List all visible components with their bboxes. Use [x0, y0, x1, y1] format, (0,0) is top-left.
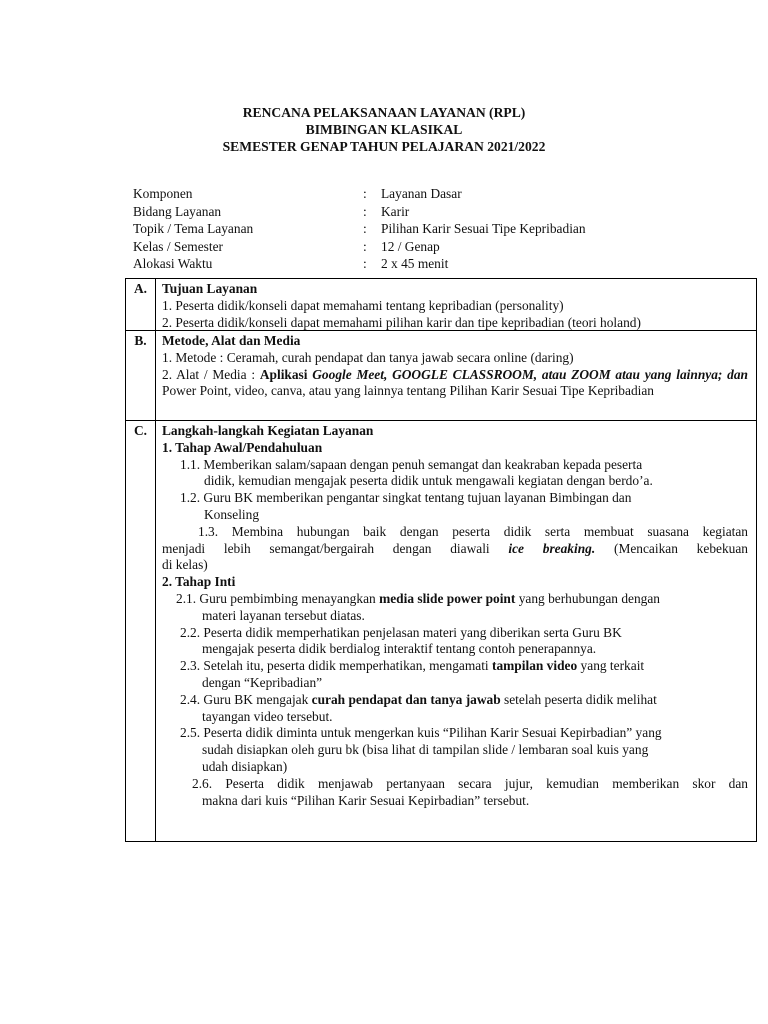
- section-a-content: [156, 279, 756, 330]
- section-b-item-1: 1. Metode : Ceramah, curah pendapat dan tanya jawab secara online (daring): [162, 349, 574, 365]
- plan-table: [125, 278, 757, 842]
- step-2-1-text: 2.1. Guru pembimbing menayangkan: [176, 590, 380, 606]
- title-line-3: SEMESTER GENAP TAHUN PELAJARAN 2021/2022: [222, 139, 546, 154]
- section-b-row: [126, 330, 756, 420]
- meta-value: Pilihan Karir Sesuai Tipe Kepribadian: [381, 221, 586, 236]
- step-2-3-bold: tampilan video: [492, 658, 578, 674]
- section-b-item-2: [162, 367, 748, 401]
- meta-value: Karir: [381, 203, 410, 219]
- section-a-item: 2. Peserta didik/konseli dapat memahami pilihan karir dan tipe kepribadian (teori holand): [162, 314, 641, 330]
- meta-value: 2 x 45 menit: [381, 256, 449, 271]
- step-1-1-line: 1.1. Memberikan salam/sapaan dengan penuh semangat dan keakraban kepada peserta: [180, 456, 643, 472]
- title-line-2: BIMBINGAN KLASIKAL: [305, 122, 463, 137]
- section-b-content: [156, 331, 756, 420]
- step-1-2-line: 1.2. Guru BK memberikan pengantar singkat tentang tujuan layanan Bimbingan dan: [180, 490, 632, 506]
- step-2-5-line: sudah disiapkan oleh guru bk (bisa lihat di tampilan slide / lembaran soal kuis yang: [202, 742, 649, 758]
- meta-key: Kelas / Semester: [133, 238, 223, 254]
- item-2-bold: Aplikasi: [259, 366, 313, 382]
- section-b-letter: B.: [126, 331, 156, 420]
- step-2-3-line: [162, 658, 748, 675]
- step-1-1-line: didik, kemudian mengajak peserta didik untuk mengawali kegiatan dengan berdo’a.: [204, 473, 653, 489]
- section-c-row: [126, 420, 756, 841]
- section-a-heading: Tujuan Layanan: [162, 281, 258, 296]
- stage-1-heading: 1. Tahap Awal/Pendahuluan: [162, 439, 323, 455]
- meta-colon: :: [363, 221, 367, 236]
- meta-row: [133, 203, 733, 221]
- meta-row: [133, 238, 733, 256]
- step-1-3-bolditalic: ice breaking.: [508, 540, 596, 556]
- step-2-3-text: 2.3. Setelah itu, peserta didik memperhatikan, mengamati: [180, 658, 492, 674]
- stage-2-heading: 2. Tahap Inti: [162, 574, 236, 590]
- document-title: [0, 104, 768, 155]
- step-2-4-line: tayangan video tersebut.: [202, 708, 333, 724]
- meta-key: Komponen: [133, 186, 193, 201]
- item-2-bolditalic: Google Meet, GOOGLE CLASSROOM, atau ZOOM atau yang lainnya; dan: [312, 366, 748, 382]
- step-1-3-line: [162, 541, 748, 558]
- meta-row: [133, 255, 733, 273]
- section-a-letter: A.: [126, 279, 156, 330]
- section-b-heading: Metode, Alat dan Media: [162, 333, 301, 348]
- step-2-4-text: setelah peserta didik melihat: [500, 691, 657, 707]
- section-a-row: [126, 279, 756, 330]
- section-c-heading: Langkah-langkah Kegiatan Layanan: [162, 423, 374, 438]
- meta-colon: :: [363, 203, 367, 219]
- section-c-letter: C.: [126, 421, 156, 841]
- step-2-1-line: materi layanan tersebut diatas.: [202, 607, 365, 623]
- meta-row: [133, 220, 733, 238]
- item-2-prefix: 2. Alat / Media :: [162, 366, 260, 382]
- meta-colon: :: [363, 186, 367, 201]
- meta-info: [133, 185, 733, 273]
- step-1-2-line: Konseling: [204, 506, 260, 522]
- step-2-5-line: udah disiapkan): [202, 758, 288, 774]
- step-1-3-line: di kelas): [162, 557, 208, 573]
- step-2-1-bold: media slide power point: [379, 590, 516, 606]
- meta-key: Topik / Tema Layanan: [133, 221, 254, 236]
- meta-key: Alokasi Waktu: [133, 256, 213, 271]
- step-2-1-line: [162, 591, 748, 608]
- step-2-6-line: 2.6. Peserta didik menjawab pertanyaan secara jujur, kemudian memberikan skor dan: [192, 775, 748, 791]
- step-2-2-line: 2.2. Peserta didik memperhatikan penjelasan materi yang diberikan serta Guru BK: [180, 624, 622, 640]
- step-2-3-line: dengan “Kepribadian”: [202, 674, 323, 690]
- step-2-4-line: [162, 692, 748, 709]
- step-1-3-line: 1.3. Membina hubungan baik dengan peserta didik serta membuat suasana kegiatan: [198, 523, 748, 539]
- step-1-3-text: menjadi lebih semangat/bergairah dengan diawali: [162, 540, 509, 556]
- meta-colon: :: [363, 238, 367, 254]
- title-line-1: RENCANA PELAKSANAAN LAYANAN (RPL): [242, 105, 526, 120]
- section-a-item: 1. Peserta didik/konseli dapat memahami tentang kepribadian (personality): [162, 297, 564, 313]
- step-2-5-line: 2.5. Peserta didik diminta untuk mengerkan kuis “Pilihan Karir Sesuai Kepirbadian” yang: [180, 725, 662, 741]
- meta-colon: :: [363, 256, 367, 271]
- item-2-rest: Power Point, video, canva, atau yang lainnya tentang Pilihan Karir Sesuai Tipe Kepribadian: [162, 383, 655, 399]
- step-2-3-text: yang terkait: [577, 658, 645, 674]
- step-2-4-text: 2.4. Guru BK mengajak: [180, 691, 312, 707]
- section-c-content: [156, 421, 756, 841]
- meta-row: [133, 185, 733, 203]
- step-2-1-text: yang berhubungan dengan: [515, 590, 660, 606]
- meta-value: 12 / Genap: [381, 238, 440, 254]
- meta-value: Layanan Dasar: [381, 186, 462, 201]
- step-2-2-line: mengajak peserta didik berdialog interaktif tentang contoh penerapannya.: [202, 641, 597, 657]
- step-1-3-text: (Mencaikan kebekuan: [595, 540, 748, 556]
- meta-key: Bidang Layanan: [133, 203, 222, 219]
- step-2-4-bold: curah pendapat dan tanya jawab: [311, 691, 501, 707]
- step-2-6-line: makna dari kuis “Pilihan Karir Sesuai Kepirbadian” tersebut.: [202, 792, 530, 808]
